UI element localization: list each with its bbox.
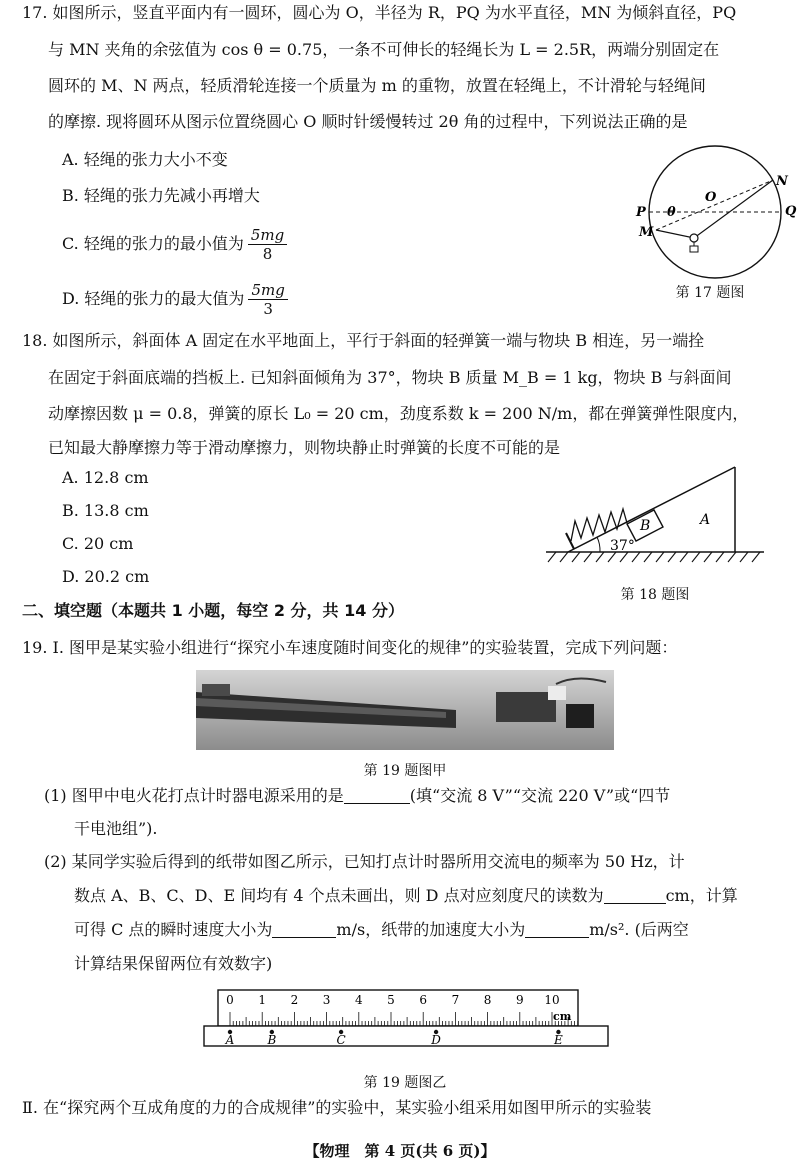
q18-line-1: 18. 如图所示，斜面体 A 固定在水平地面上，平行于斜面的轻弹簧一端与物块 B 相连，另一端拴: [22, 331, 705, 350]
pulley: [690, 234, 698, 242]
ground-hatching: [548, 552, 760, 562]
ruler-number: 1: [258, 993, 267, 1007]
ruler-number: 6: [419, 993, 428, 1007]
q17-line-4: 的摩擦. 现将圆环从图示位置绕圆心 O 顺时针缓慢转过 2θ 角的过程中，下列说法正确的是: [48, 112, 688, 131]
q19-apparatus-photo: [196, 670, 614, 750]
incline-slope: [568, 467, 735, 552]
q19-intro: 19. Ⅰ. 图甲是某实验小组进行“探究小车速度随时间变化的规律”的实验装置，完成下列问题：: [22, 638, 678, 657]
fraction-numerator: 5mg: [248, 226, 287, 245]
tape-point-label: A: [225, 1033, 235, 1047]
timer-base: [566, 704, 594, 728]
q19-part2-intro: Ⅱ. 在“探究两个互成角度的力的合成规律”的实验中，某实验小组采用如图甲所示的实验装: [22, 1098, 652, 1117]
q19-ruler-caption: 第 19 题图乙: [363, 1075, 447, 1091]
q17-option-a: A. 轻绳的张力大小不变: [62, 150, 228, 169]
section-title: 二、填空题（本题共 1 小题，每空 2 分，共 14 分）: [22, 601, 404, 620]
ruler-number: 9: [515, 993, 524, 1007]
q19-part2-text-e: m/s². (后两空: [589, 920, 689, 939]
ruler-number: 2: [290, 993, 299, 1007]
q19-photo-caption: 第 19 题图甲: [363, 763, 447, 779]
q19-part2-text-c: 可得 C 点的瞬时速度大小为: [74, 920, 273, 939]
timer-knob: [548, 686, 566, 700]
q17-option-b: B. 轻绳的张力先减小再增大: [62, 186, 260, 205]
tape-point-label: C: [336, 1033, 346, 1047]
q19-part1-text-b: (填“交流 8 V”“交流 220 V”或“四节: [409, 786, 671, 805]
stopper-plate: [566, 533, 574, 549]
q17-option-c-fraction: [248, 226, 287, 263]
ruler-body: [218, 990, 578, 1026]
ruler-unit: cm: [553, 1010, 572, 1023]
q19-part2-text-a: 数点 A、B、C、D、E 间均有 4 个点未画出，则 D 点对应刻度尺的读数为: [74, 886, 604, 905]
q18-option-a: A. 12.8 cm: [62, 468, 149, 487]
q17-figure-caption: 第 17 题图: [675, 285, 745, 301]
q19-part1-line-1: [44, 785, 670, 807]
q18-line-3: 动摩擦因数 μ = 0.8，弹簧的原长 L₀ = 20 cm，劲度系数 k = 200 N/m，都在弹簧弹性限度内，: [48, 404, 749, 423]
q17-option-d: [62, 281, 288, 318]
ruler-number: 5: [387, 993, 395, 1007]
paper-tape: [204, 1026, 608, 1046]
fraction-denominator: 3: [263, 300, 273, 318]
label-a: A: [700, 512, 711, 528]
label-angle: 37°: [610, 538, 635, 554]
tape-point-label: B: [267, 1033, 277, 1047]
ruler-number: 7: [451, 993, 460, 1007]
q17-line-2: 与 MN 夹角的余弦值为 cos θ = 0.75，一条不可伸长的轻绳长为 L = 2.5R，两端分别固定在: [48, 40, 720, 59]
label-m: M: [639, 225, 654, 240]
ruler-number: 10: [544, 993, 560, 1007]
q17-option-d-text: D. 轻绳的张力的最大值为: [62, 289, 245, 308]
q17-option-c: [62, 226, 287, 263]
tape-point-label: D: [431, 1033, 441, 1047]
q18-line-4: 已知最大静摩擦力等于滑动摩擦力，则物块静止时弹簧的长度不可能的是: [48, 438, 561, 457]
answer-blank-4[interactable]: [525, 921, 589, 938]
q19-ruler-figure: [200, 988, 612, 1050]
q17-option-c-text: C. 轻绳的张力的最小值为: [62, 234, 244, 253]
fraction-numerator: 5mg: [248, 281, 287, 300]
q19-part2-text-b: cm，计算: [665, 886, 738, 905]
label-p: P: [636, 205, 646, 220]
angle-arc: [597, 537, 600, 552]
pulley-clamp: [202, 684, 230, 696]
label-o: O: [705, 190, 717, 205]
q17-line-3: 圆环的 M、N 两点，轻质滑轮连接一个质量为 m 的重物，放置在轻绳上，不计滑轮与轻绳间: [48, 76, 706, 95]
weight-block: [690, 246, 698, 252]
label-q: Q: [785, 204, 797, 219]
q19-part2-line-3: [74, 919, 689, 941]
q18-option-d: D. 20.2 cm: [62, 567, 150, 586]
ruler-number: 0: [226, 993, 234, 1007]
answer-blank-3[interactable]: [272, 921, 336, 938]
q18-incline-figure: [540, 262, 770, 574]
label-theta: θ: [667, 205, 676, 220]
q18-figure-caption: 第 18 题图: [620, 587, 690, 603]
q17-option-d-fraction: [248, 281, 287, 318]
q17-line-1: 17. 如图所示，竖直平面内有一圆环，圆心为 O，半径为 R，PQ 为水平直径，MN 为倾斜直径，PQ: [22, 3, 737, 22]
fraction-denominator: 8: [262, 245, 273, 263]
label-b: B: [640, 518, 651, 534]
q19-part2-line-2: [74, 885, 738, 907]
ruler-number: 8: [483, 993, 492, 1007]
q19-part2-text-d: m/s，纸带的加速度大小为: [336, 920, 526, 939]
q19-part1-text-a: (1) 图甲中电火花打点计时器电源采用的是: [44, 786, 344, 805]
tape-point-label: E: [554, 1033, 563, 1047]
ruler-number: 4: [354, 993, 363, 1007]
label-n: N: [776, 174, 788, 189]
q18-line-2: 在固定于斜面底端的挡板上. 已知斜面倾角为 37°，物块 B 质量 M_B = 1 kg，物块 B 与斜面间: [48, 368, 732, 387]
q18-option-c: C. 20 cm: [62, 534, 134, 553]
ruler-number: 3: [322, 993, 331, 1007]
page-footer: 【物理 第 4 页(共 6 页)】: [304, 1142, 496, 1160]
q19-part2-line-4: 计算结果保留两位有效数字): [74, 954, 273, 973]
spark-timer: [496, 692, 556, 722]
q18-option-b: B. 13.8 cm: [62, 501, 149, 520]
answer-blank-2[interactable]: [604, 887, 666, 904]
answer-blank-1[interactable]: [344, 787, 410, 804]
q19-part2-line-1: (2) 某同学实验后得到的纸带如图乙所示，已知打点计时器所用交流电的频率为 50 Hz，计: [44, 852, 685, 871]
q19-part1-line-2: 干电池组”).: [74, 819, 158, 838]
